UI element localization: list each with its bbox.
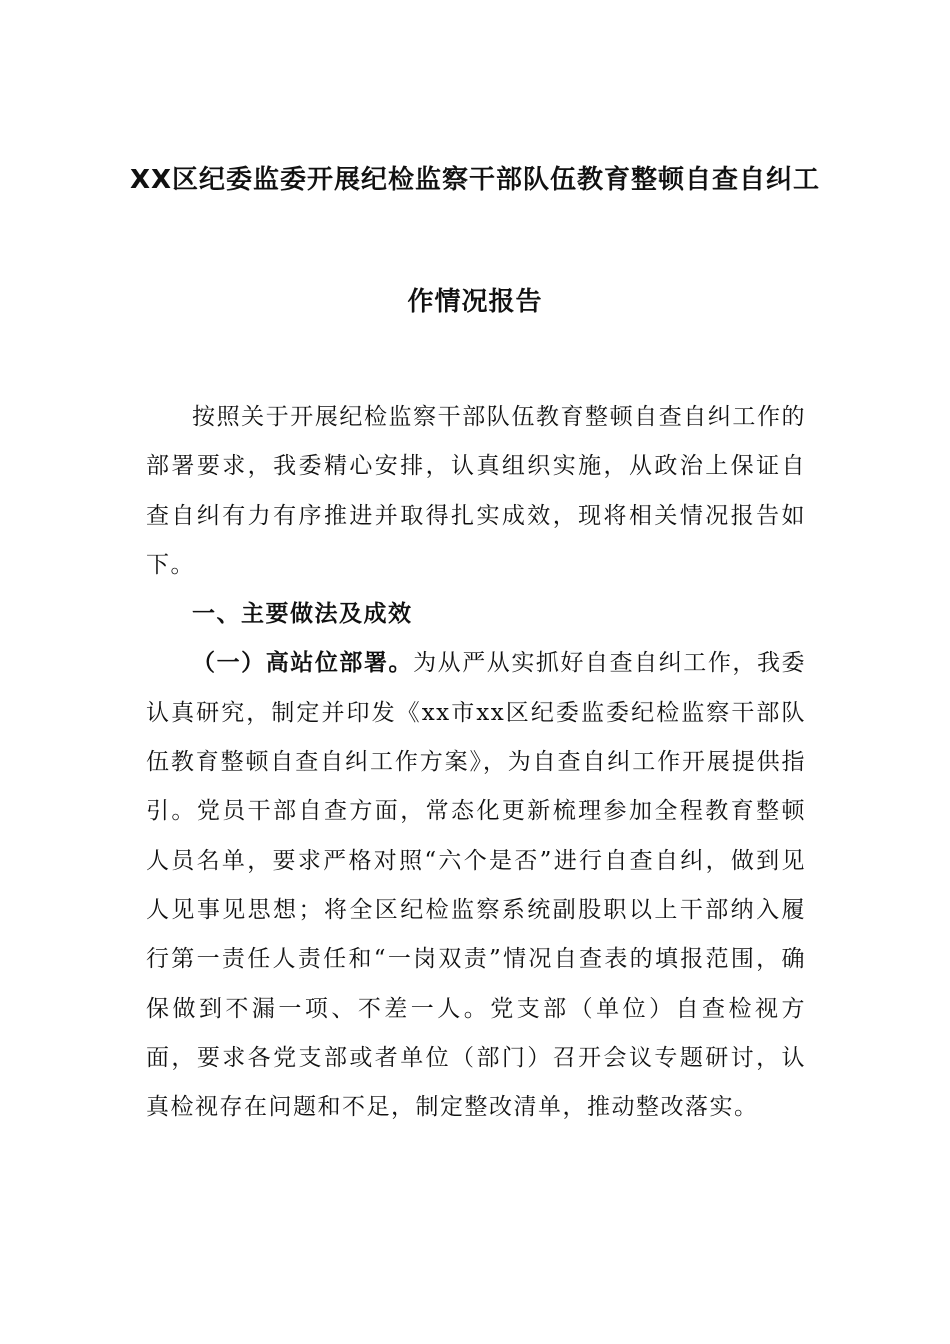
subsection-lead: （一）高站位部署。 — [192, 650, 414, 677]
document-body — [146, 393, 806, 1132]
document-title-line-2: 作情况报告 — [407, 287, 543, 317]
document-title-line-1: XX区纪委监委开展纪检监察干部队伍教育整顿自查自纠工 — [129, 165, 821, 195]
subsection-paragraph — [146, 639, 806, 1132]
section-heading: 一、主要做法及成效 — [192, 601, 413, 628]
intro-paragraph: 按照关于开展纪检监察干部队伍教育整顿自查自纠工作的部署要求，我委精心安排，认真组织实施，从政治上保证自查自纠有力有序推进并取得扎实成效，现将相关情况报告如下。 — [146, 404, 806, 578]
subsection-body: 为从严从实抓好自查自纠工作，我委认真研究，制定并印发《xx市xx区纪委监委纪检监察干部队伍教育整顿自查自纠工作方案》，为自查自纠工作开展提供指引。党员干部自查方面，常态化更新梳理参加全程教育整顿人员名单，要求严格对照“六个是否”进行自查自纠，做到见人见事见思想；将全区纪检监察系统副股职以上干部纳入履行第一责任人责任和“一岗双责”情况自查表的填报范围，确保做到不漏一项、不差一人。党支部（单位）自查检视方面，要求各党支部或者单位（部门）召开会议专题研讨，认真检视存在问题和不足，制定整改清单，推动整改落实。 — [146, 650, 806, 1121]
